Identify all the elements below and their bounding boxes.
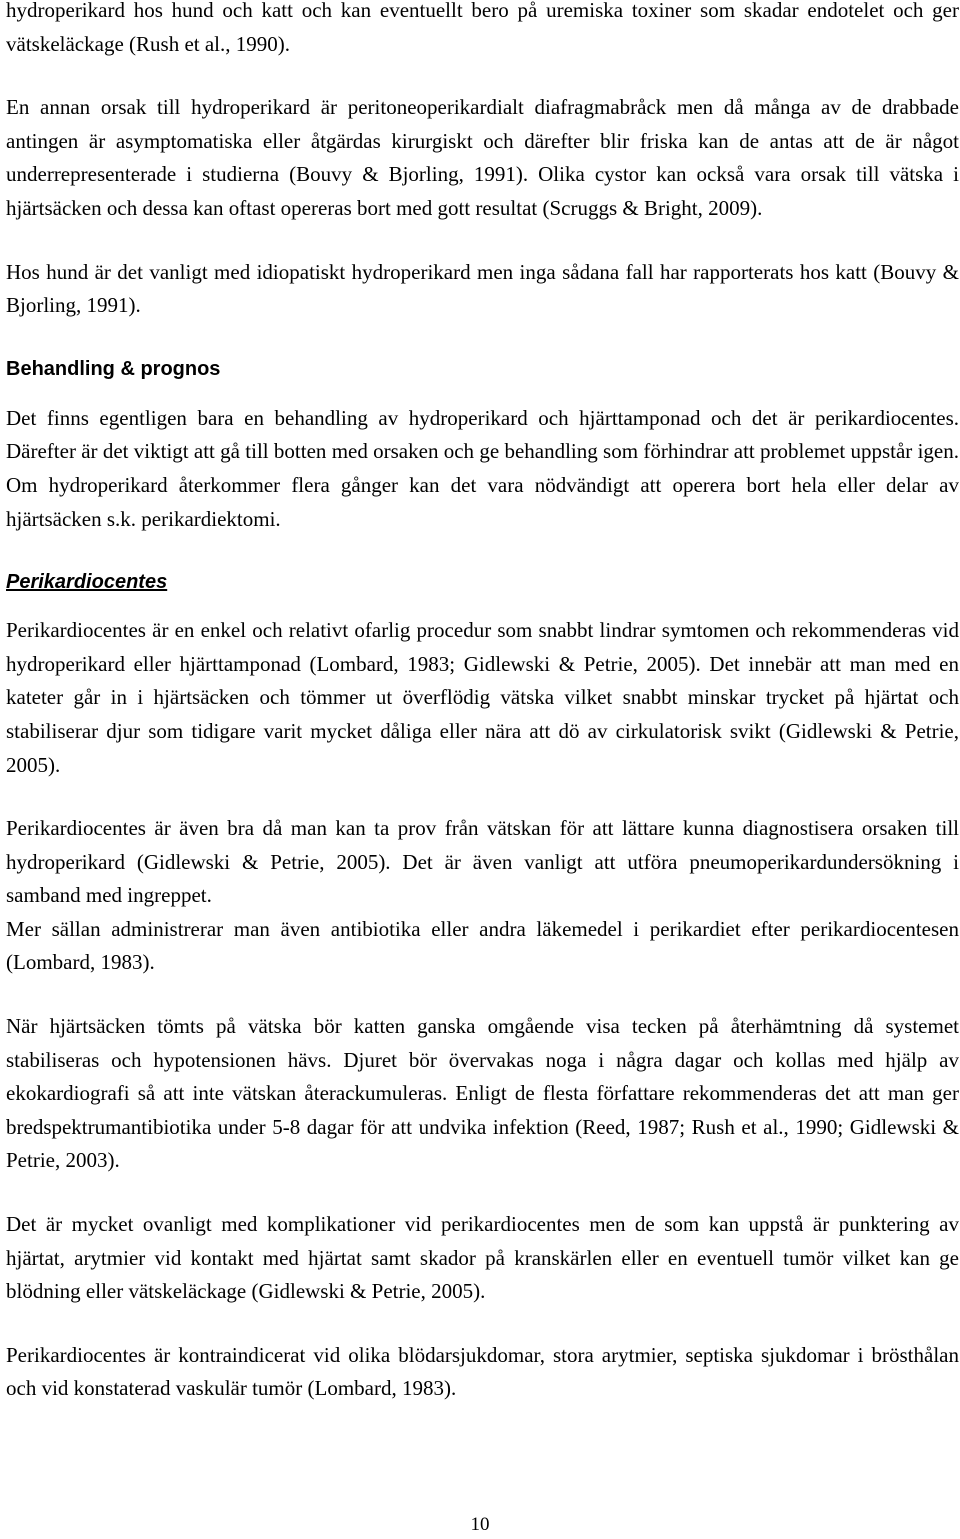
paragraph-perikardiocentes-6: Perikardiocentes är kontraindicerat vid olika blödarsjukdomar, stora arytmier, septiska sjukdomar i brösthålan och vid konstaterad vaskulär tumör (Lombard, 1983). xyxy=(6,1342,959,1401)
paragraph-perikardiocentes-5: Det är mycket ovanligt med komplikationer vid perikardiocentes men de som kan uppstå är punktering av hjärtat, arytmier vid kontakt med hjärtat samt skador på kranskärlen eller en eventuell tumör vilket kan ge blödning eller vätskeläckage (Gidlewski & Petrie, 2005). xyxy=(6,1212,959,1304)
paragraph-perikardiocentes-1: Perikardiocentes är en enkel och relativt ofarlig procedur som snabbt lindrar symtomen och rekommenderas vid hydroperikard eller hjärttamponad (Lombard, 1983; Gidlewski & Petrie, 2005). Det innebär att man med en kateter går in i hjärtsäcken och tömmer ut överflödig vätska vilket snabbt minskar trycket på hjärtat och stabiliserar djur som tidigare varit mycket dåliga eller nära att dö av cirkulatorisk svikt (Gidlewski & Petrie, 2005). xyxy=(6,618,959,777)
paragraph-perikardiocentes-2: Perikardiocentes är även bra då man kan ta prov från vätskan för att lättare kunna diagnostisera orsaken till hydroperikard (Gidlewski & Petrie, 2005). Det är även vanligt att utföra pneumoperikardundersökning i samband med ingreppet. xyxy=(6,816,959,908)
paragraph-intro-1: hydroperikard hos hund och katt och kan eventuellt bero på uremiska toxiner som skadar endotelet och ger vätskeläckage (Rush et al., 1990). xyxy=(6,0,959,56)
page-number: 10 xyxy=(470,1514,490,1535)
section-heading: Behandling & prognos xyxy=(6,357,221,380)
paragraph-intro-2: En annan orsak till hydroperikard är peritoneoperikardialt diafragmabråck men då många av de drabbade antingen är asymptomatiska eller åtgärdas kirurgiskt och därefter blir friska kan de antas att de är något underrepresenterade i studierna (Bouvy & Bjorling, 1991). Olika cystor kan också vara orsak till vätska i hjärtsäcken och dessa kan oftast opereras bort med gott resultat (Scruggs & Bright, 2009). xyxy=(6,95,959,220)
document-page xyxy=(6,0,959,1406)
paragraph-intro-3: Hos hund är det vanligt med idiopatiskt hydroperikard men inga sådana fall har rapporterats hos katt (Bouvy & Bjorling, 1991). xyxy=(6,259,959,318)
subsection-heading: Perikardiocentes xyxy=(6,571,168,594)
paragraph-perikardiocentes-3: Mer sällan administrerar man även antibiotika eller andra läkemedel i perikardiet efter perikardiocentesen (Lombard, 1983). xyxy=(6,916,959,975)
paragraph-section: Det finns egentligen bara en behandling av hydroperikard och hjärttamponad och det är perikardiocentes. Därefter är det viktigt att gå till botten med orsaken och ge behandling som förhindrar att problemet uppstår igen. Om hydroperikard återkommer flera gånger kan det vara nödvändigt att operera bort hela eller delar av hjärtsäcken s.k. perikardiektomi. xyxy=(6,405,959,531)
paragraph-perikardiocentes-4: När hjärtsäcken tömts på vätska bör katten ganska omgående visa tecken på återhämtning då systemet stabiliseras och hypotensionen hävs. Djuret bör övervakas noga i några dagar och kollas med hjälp av ekokardiografi så att inte vätskan återackumuleras. Enligt de flesta författare rekommenderas det att man ger bredspektrumantibiotika under 5-8 dagar för att undvika infektion (Reed, 1987; Rush et al., 1990; Gidlewski & Petrie, 2003). xyxy=(6,1014,959,1173)
